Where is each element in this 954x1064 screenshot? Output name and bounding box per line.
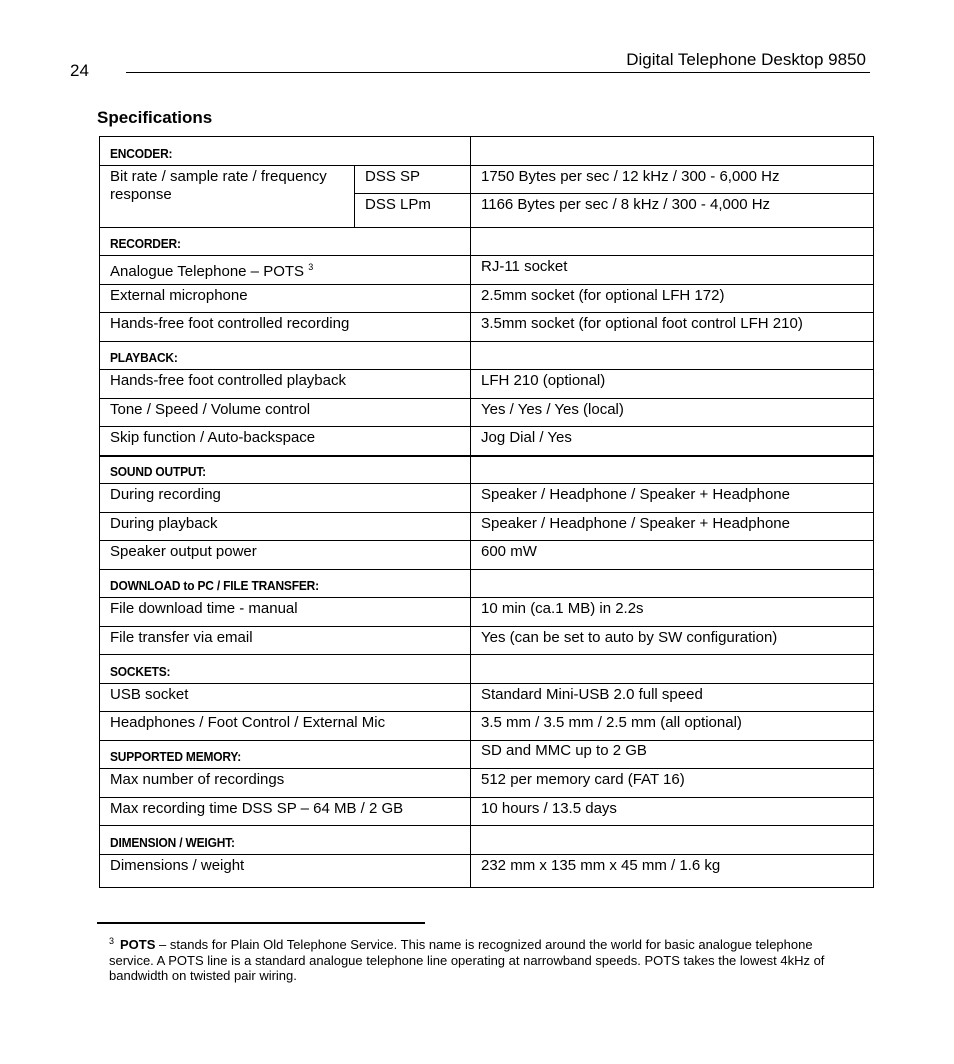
category-label: SUPPORTED MEMORY: <box>110 749 242 764</box>
spec-name: Analogue Telephone – POTS $^3$ <box>100 256 471 285</box>
header-rule <box>126 72 870 73</box>
table-row <box>100 798 874 826</box>
spec-name: During recording <box>100 484 471 513</box>
table-row <box>100 484 874 513</box>
table-row <box>100 712 874 741</box>
footnote-ref: 3 <box>308 262 314 272</box>
spec-name: Hands-free foot controlled recording <box>100 313 471 342</box>
footnote-separator <box>97 922 425 924</box>
category-row-playback <box>100 342 874 370</box>
category-row-download <box>100 570 874 598</box>
table-row <box>100 285 874 313</box>
spec-value: Yes (can be set to auto by SW configuration) <box>471 627 874 655</box>
spec-name: External microphone <box>100 285 471 313</box>
spec-name: During playback <box>100 513 471 541</box>
category-label: SOCKETS: <box>110 664 171 679</box>
spec-value: 512 per memory card (FAT 16) <box>471 769 874 798</box>
table-row <box>100 256 874 285</box>
spec-value: 232 mm x 135 mm x 45 mm / 1.6 kg <box>471 855 874 888</box>
footnote-text: – stands for Plain Old Telephone Service. This name is recognized around the world for basic analogue telephone service. A POTS line is a standard analogue telephone line operating at narrowband speeds. POTS takes the lowest 4kHz of bandwidth on twisted pair wiring. <box>109 937 825 983</box>
spec-mode: DSS SP <box>355 166 471 194</box>
category-label: ENCODER: <box>110 146 173 161</box>
spec-name: Skip function / Auto-backspace <box>100 427 471 456</box>
spec-name: File transfer via email <box>100 627 471 655</box>
spec-value: Speaker / Headphone / Speaker + Headphone <box>471 513 874 541</box>
spec-name: Max number of recordings <box>100 769 471 798</box>
category-row-dimension <box>100 826 874 855</box>
category-row-sound-output <box>100 456 874 484</box>
table-row <box>100 684 874 712</box>
spec-value: Jog Dial / Yes <box>471 427 874 456</box>
table-row <box>100 370 874 399</box>
page-number: 24 <box>70 61 89 80</box>
spec-value: 1166 Bytes per sec / 8 kHz / 300 - 4,000 Hz <box>471 194 874 228</box>
spec-value: LFH 210 (optional) <box>471 370 874 399</box>
category-label: SOUND OUTPUT: <box>110 464 206 479</box>
spec-value: 10 hours / 13.5 days <box>471 798 874 826</box>
table-row <box>100 855 874 888</box>
spec-value: 3.5 mm / 3.5 mm / 2.5 mm (all optional) <box>471 712 874 741</box>
spec-name: Hands-free foot controlled playback <box>100 370 471 399</box>
spec-name: Speaker output power <box>100 541 471 570</box>
spec-value: SD and MMC up to 2 GB <box>471 741 874 769</box>
footnote-term: POTS <box>120 937 156 952</box>
category-label: DIMENSION / WEIGHT: <box>110 835 235 850</box>
table-row <box>100 427 874 456</box>
spec-value: RJ-11 socket <box>471 256 874 285</box>
section-title: Specifications <box>97 108 213 127</box>
spec-value: 1750 Bytes per sec / 12 kHz / 300 - 6,000 Hz <box>471 166 874 194</box>
specifications-table <box>99 136 874 888</box>
spec-mode: DSS LPm <box>355 194 471 228</box>
category-row-supported-memory <box>100 741 874 769</box>
spec-value: Speaker / Headphone / Speaker + Headphone <box>471 484 874 513</box>
table-row <box>100 769 874 798</box>
spec-value: Yes / Yes / Yes (local) <box>471 399 874 427</box>
table-row <box>100 598 874 627</box>
category-row-recorder <box>100 228 874 256</box>
running-header-title: Digital Telephone Desktop 9850 <box>626 50 866 69</box>
category-row-sockets <box>100 655 874 684</box>
spec-name: Bit rate / sample rate / frequency response <box>100 166 355 228</box>
category-row-encoder <box>100 137 874 166</box>
table-row <box>100 313 874 342</box>
footnote-number: 3 <box>109 936 115 946</box>
spec-name: USB socket <box>100 684 471 712</box>
category-label: DOWNLOAD to PC / FILE TRANSFER: <box>110 578 319 593</box>
table-row <box>100 166 874 194</box>
spec-value: 3.5mm socket (for optional foot control LFH 210) <box>471 313 874 342</box>
table-row <box>100 513 874 541</box>
spec-value: 2.5mm socket (for optional LFH 172) <box>471 285 874 313</box>
footnote <box>109 934 859 984</box>
category-label: PLAYBACK: <box>110 350 178 365</box>
spec-value: 600 mW <box>471 541 874 570</box>
category-label: RECORDER: <box>110 236 181 251</box>
table-row <box>100 627 874 655</box>
spec-name: File download time - manual <box>100 598 471 627</box>
spec-name: Max recording time DSS SP – 64 MB / 2 GB <box>100 798 471 826</box>
spec-value: 10 min (ca.1 MB) in 2.2s <box>471 598 874 627</box>
table-row <box>100 541 874 570</box>
spec-name: Dimensions / weight <box>100 855 471 888</box>
table-row <box>100 399 874 427</box>
spec-name: Tone / Speed / Volume control <box>100 399 471 427</box>
spec-value: Standard Mini-USB 2.0 full speed <box>471 684 874 712</box>
spec-name: Headphones / Foot Control / External Mic <box>100 712 471 741</box>
